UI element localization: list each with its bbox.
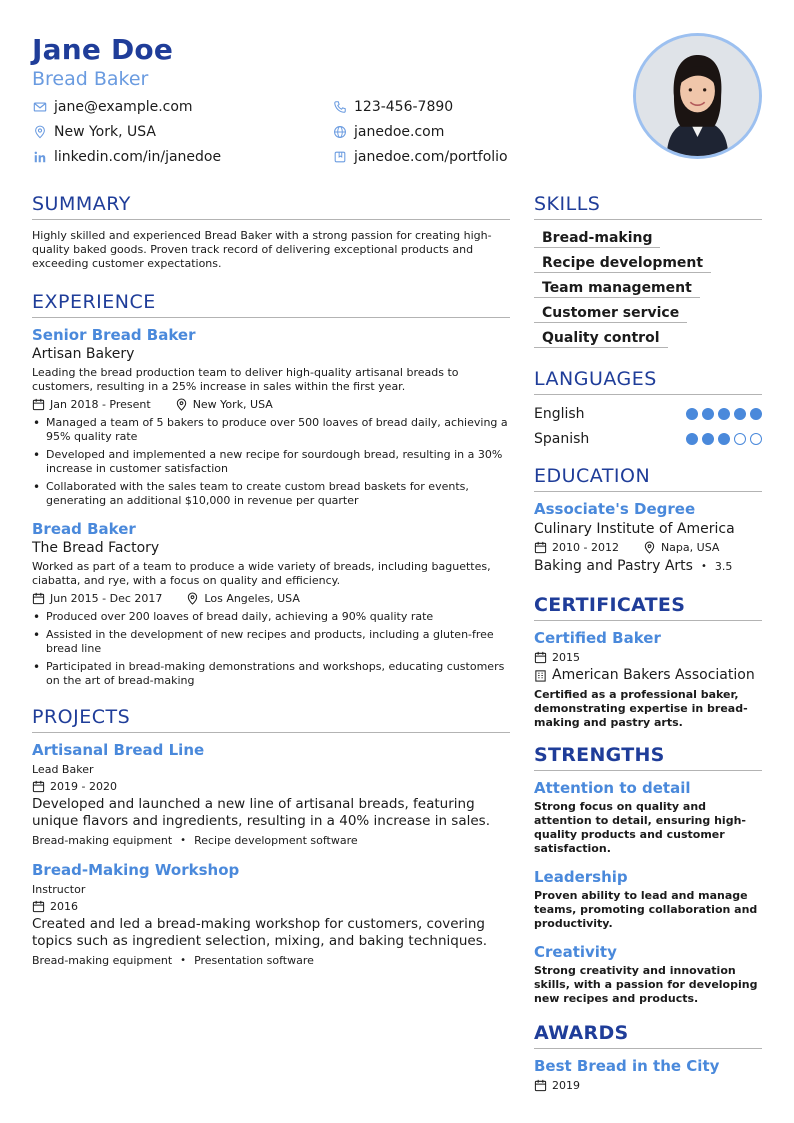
- certificate-meta: [534, 651, 762, 664]
- education-heading: EDUCATION: [534, 465, 762, 492]
- certificates-heading: CERTIFICATES: [534, 594, 762, 621]
- education-item: [534, 500, 762, 574]
- project-name: Bread-Making Workshop: [32, 861, 240, 879]
- projects-heading: PROJECTS: [32, 706, 510, 733]
- level-dot-filled: [734, 408, 746, 420]
- level-dot-empty: [750, 433, 762, 445]
- contact-portfolio-text: janedoe.com/portfolio: [354, 149, 508, 165]
- resume-name: Jane Doe: [32, 33, 174, 66]
- education-dates: 2010 - 2012: [552, 541, 619, 554]
- project-description: Created and led a bread-making workshop for customers, covering topics such as ingredient selection, mixing, and baking techniques.: [32, 916, 488, 949]
- list-item: • Developed and implemented a new recipe for sourdough bread, resulting in a 30% increase in customer satisfaction: [32, 448, 510, 476]
- level-dot-empty: [734, 433, 746, 445]
- experience-meta: [32, 592, 510, 605]
- language-name: English: [534, 405, 585, 422]
- experience-role: Bread Baker: [32, 520, 136, 538]
- skill-tag: Customer service: [534, 305, 687, 323]
- contact-phone[interactable]: [332, 99, 453, 115]
- award-year: 2019: [552, 1079, 580, 1092]
- strength-description: Strong creativity and innovation skills, with a passion for developing new recipes and products.: [534, 964, 758, 1005]
- project-tags: Bread-making equipment • Recipe development software: [32, 834, 358, 847]
- mail-icon: [32, 99, 48, 115]
- resume-title: Bread Baker: [32, 68, 149, 90]
- education-location: Napa, USA: [660, 541, 720, 554]
- summary-heading: SUMMARY: [32, 193, 510, 220]
- experience-location: New York, USA: [192, 398, 273, 411]
- contact-portfolio[interactable]: [332, 149, 508, 165]
- experience-location: Los Angeles, USA: [204, 592, 300, 605]
- language-level-dots: [682, 408, 762, 420]
- project-meta: [32, 780, 510, 793]
- skill-tag: Recipe development: [534, 255, 711, 273]
- certificate-item: [534, 629, 762, 730]
- education-meta: [534, 541, 762, 554]
- skills-heading: SKILLS: [534, 193, 762, 220]
- skill-tag: Quality control: [534, 330, 668, 348]
- education-gpa: 3.5: [714, 559, 733, 573]
- calendar-icon: [534, 651, 547, 664]
- list-item: • Collaborated with the sales team to create custom bread baskets for events, generating an additional $10,000 in revenue per quarter: [32, 480, 510, 508]
- certificate-name: Certified Baker: [534, 629, 661, 647]
- right-column: [534, 193, 762, 1092]
- experience-dates: Jun 2015 - Dec 2017: [50, 592, 163, 605]
- languages-list: [534, 401, 762, 451]
- project-description: Developed and launched a new line of artisanal breads, featuring unique flavors and ingredients, resulting in a 40% increase in sales.: [32, 796, 490, 829]
- calendar-icon: [534, 1079, 547, 1092]
- location-pin-icon: [643, 541, 656, 554]
- language-row: [534, 401, 762, 426]
- language-name: Spanish: [534, 430, 590, 447]
- calendar-icon: [32, 398, 45, 411]
- experience-heading: EXPERIENCE: [32, 291, 510, 318]
- calendar-icon: [32, 780, 45, 793]
- project-name: Artisanal Bread Line: [32, 741, 205, 759]
- calendar-icon: [32, 592, 45, 605]
- list-item: • Produced over 200 loaves of bread daily, achieving a 90% quality rate: [32, 610, 510, 624]
- project-tag: Bread-making equipment: [32, 954, 173, 967]
- calendar-icon: [32, 900, 45, 913]
- contact-website[interactable]: [332, 124, 444, 140]
- contact-email-text: jane@example.com: [54, 99, 193, 115]
- level-dot-filled: [702, 408, 714, 420]
- project-role: Lead Baker: [32, 763, 94, 776]
- languages-heading: LANGUAGES: [534, 368, 762, 395]
- location-pin-icon: [32, 124, 48, 140]
- list-item: • Managed a team of 5 bakers to produce over 500 loaves of bread daily, achieving a 95% quality rate: [32, 416, 510, 444]
- language-row: [534, 426, 762, 451]
- experience-bullets: [32, 610, 510, 688]
- strength-name: Attention to detail: [534, 779, 691, 797]
- contact-linkedin-text: linkedin.com/in/janedoe: [54, 149, 222, 165]
- strength-item: [534, 868, 762, 931]
- certificate-year: 2015: [552, 651, 580, 664]
- experience-dates: Jan 2018 - Present: [50, 398, 151, 411]
- list-item: • Assisted in the development of new recipes and products, including a gluten-free bread line: [32, 628, 510, 656]
- strength-item: [534, 779, 762, 856]
- level-dot-filled: [718, 408, 730, 420]
- certificate-issuer: American Bakers Association: [552, 667, 755, 683]
- strength-name: Creativity: [534, 943, 617, 961]
- contact-location-text: New York, USA: [54, 124, 156, 140]
- awards-heading: AWARDS: [534, 1022, 762, 1049]
- strength-description: Strong focus on quality and attention to detail, ensuring high-quality products and customer satisfaction.: [534, 800, 746, 855]
- location-pin-icon: [186, 592, 199, 605]
- award-meta: [534, 1079, 762, 1092]
- location-pin-icon: [175, 398, 188, 411]
- experience-role: Senior Bread Baker: [32, 326, 196, 344]
- level-dot-filled: [702, 433, 714, 445]
- contact-location: [32, 124, 156, 140]
- skill-tag: Team management: [534, 280, 700, 298]
- experience-item: [32, 520, 510, 688]
- strength-description: Proven ability to lead and manage teams, promoting collaboration and productivity.: [534, 889, 758, 930]
- left-column: [32, 193, 510, 967]
- profile-photo: [633, 33, 762, 159]
- level-dot-filled: [718, 433, 730, 445]
- project-dates: 2016: [50, 900, 78, 913]
- globe-icon: [332, 124, 348, 140]
- portfolio-icon: [332, 149, 348, 165]
- project-meta: [32, 900, 510, 913]
- phone-icon: [332, 99, 348, 115]
- project-tag: Presentation software: [194, 954, 314, 967]
- contact-phone-text: 123-456-7890: [354, 99, 454, 115]
- education-school: Culinary Institute of America: [534, 521, 735, 537]
- certificate-issuer-row: [534, 667, 762, 683]
- experience-company: Artisan Bakery: [32, 346, 135, 362]
- certificate-description: Certified as a professional baker, demonstrating expertise in bread-making and pastry arts.: [534, 688, 748, 729]
- award-name: Best Bread in the City: [534, 1057, 720, 1075]
- education-degree: Associate's Degree: [534, 500, 696, 518]
- language-level-dots: [682, 433, 762, 445]
- project-tag: Recipe development software: [194, 834, 358, 847]
- experience-item: [32, 326, 510, 508]
- level-dot-filled: [686, 408, 698, 420]
- project-tag: Bread-making equipment: [32, 834, 173, 847]
- project-item: [32, 861, 510, 967]
- list-item: • Participated in bread-making demonstrations and workshops, educating customers on the art of bread-making: [32, 660, 510, 688]
- level-dot-filled: [686, 433, 698, 445]
- strength-name: Leadership: [534, 868, 628, 886]
- experience-company: The Bread Factory: [32, 540, 160, 556]
- skills-list: [534, 227, 762, 352]
- project-role: Instructor: [32, 883, 86, 896]
- experience-meta: [32, 398, 510, 411]
- experience-description: Leading the bread production team to deliver high-quality artisanal breads to customers, resulting in a 25% increase in sales within the first year.: [32, 366, 459, 393]
- strength-item: [534, 943, 762, 1006]
- contact-email[interactable]: [32, 99, 193, 115]
- calendar-icon: [534, 541, 547, 554]
- experience-bullets: [32, 416, 510, 508]
- education-field: Baking and Pastry Arts: [534, 558, 693, 574]
- award-item: [534, 1057, 762, 1092]
- strengths-heading: STRENGTHS: [534, 744, 762, 771]
- contact-website-text: janedoe.com: [354, 124, 445, 140]
- project-dates: 2019 - 2020: [50, 780, 117, 793]
- skill-tag: Bread-making: [534, 230, 660, 248]
- linkedin-icon: [32, 149, 48, 165]
- project-item: [32, 741, 510, 847]
- level-dot-filled: [750, 408, 762, 420]
- contact-linkedin[interactable]: [32, 149, 221, 165]
- summary-text: Highly skilled and experienced Bread Baker with a strong passion for creating high-quality baked goods. Proven track record of delivering exceptional products and exceeding customer expectations.: [32, 229, 492, 270]
- building-icon: [534, 669, 547, 682]
- experience-description: Worked as part of a team to produce a wide variety of breads, including baguettes, ciabatta, and rye, with a focus on quality and efficiency.: [32, 560, 491, 587]
- education-field-row: Baking and Pastry Arts • 3.5: [534, 558, 733, 574]
- project-tags: Bread-making equipment • Presentation software: [32, 954, 314, 967]
